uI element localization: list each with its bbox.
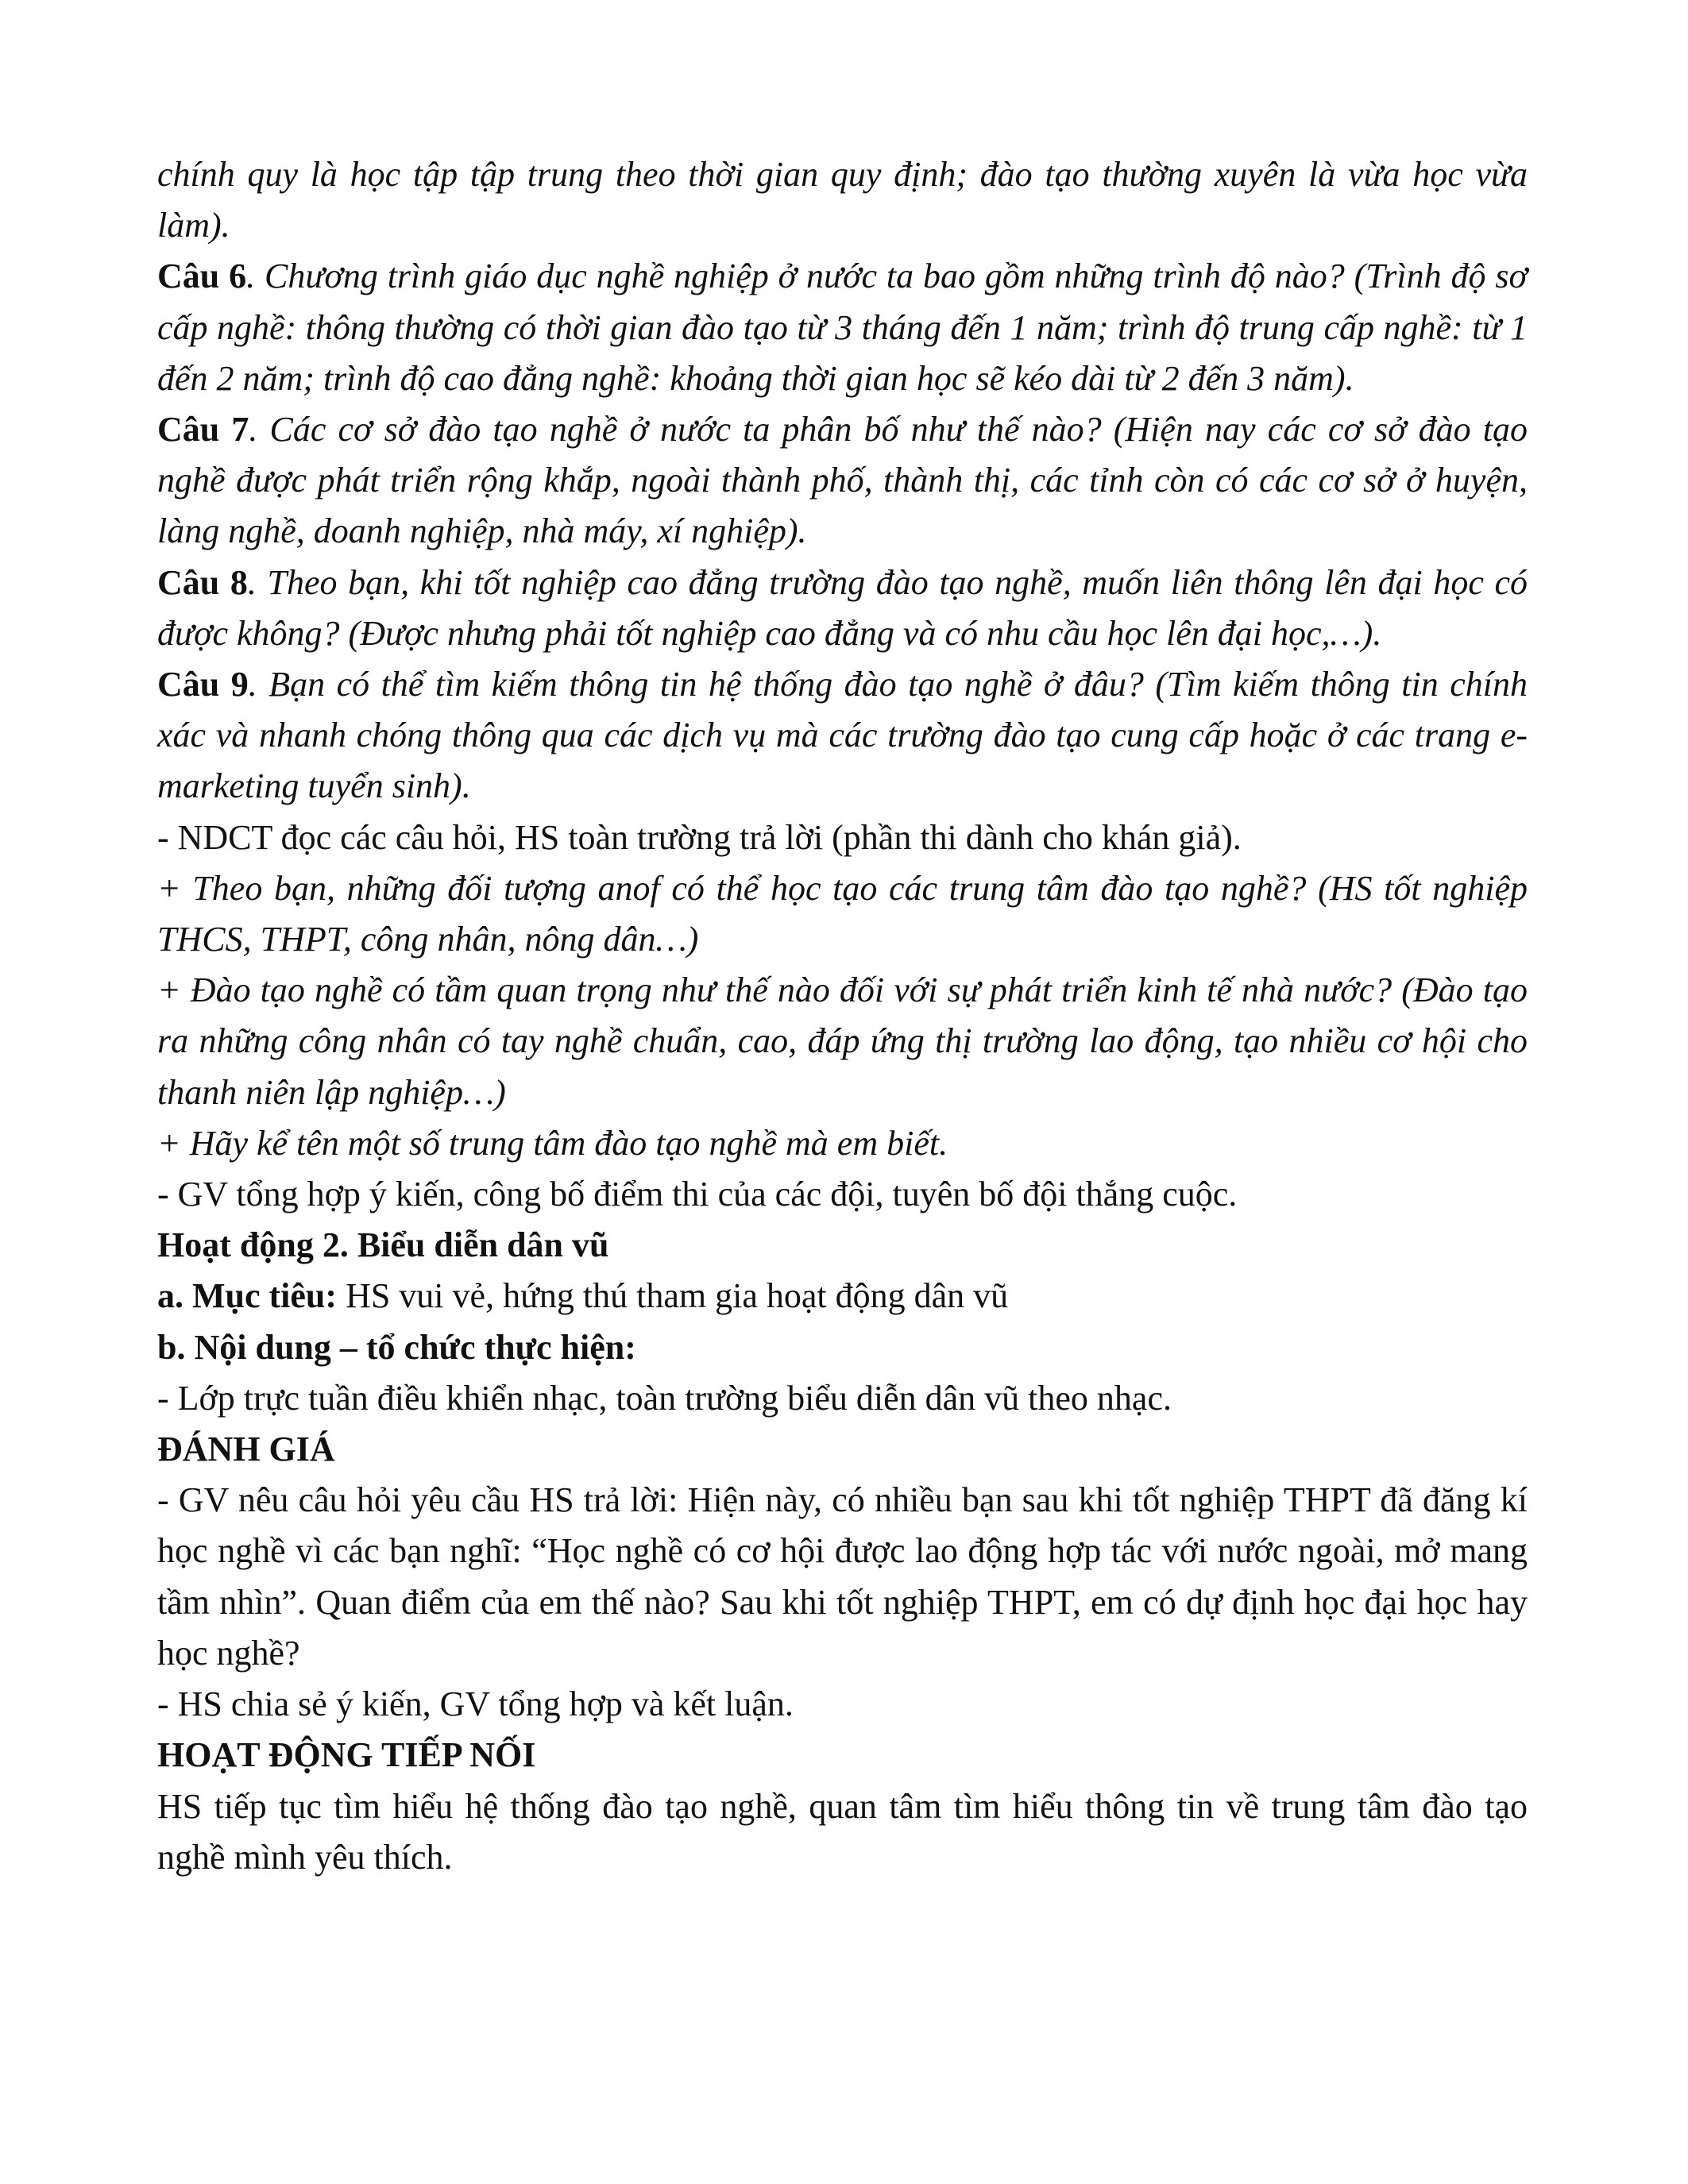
objective-line — [157, 1271, 1528, 1322]
objective-label: a. Mục tiêu: — [157, 1276, 338, 1316]
instruction-line: - GV tổng hợp ý kiến, công bố điểm thi của các đội, tuyên bố đội thắng cuộc. — [157, 1175, 1238, 1214]
audience-question: + Hãy kể tên một số trung tâm đào tạo nghề mà em biết. — [157, 1123, 948, 1163]
evaluation-heading: ĐÁNH GIÁ — [157, 1430, 335, 1469]
question-label: Câu 8 — [157, 562, 248, 602]
question-text: . Bạn có thể tìm kiếm thông tin hệ thống đào tạo nghề ở đâu? (Tìm kiếm thông tin chính xác và nhanh chóng thông qua các dịch vụ mà các trường đào tạo cung cấp hoặc ở các trang e-marketing tuyển sinh). — [157, 665, 1528, 806]
question-label: Câu 9 — [157, 665, 249, 704]
question-text: . Các cơ sở đào tạo nghề ở nước ta phân bố như thế nào? (Hiện nay các cơ sở đào tạo nghề được phát triển rộng khắp, ngoài thành phố, thành thị, các tỉnh còn có các cơ sở ở huyện, làng nghề, doanh nghiệp, nhà máy, xí nghiệp). — [157, 410, 1528, 551]
followup-paragraph: HS tiếp tục tìm hiểu hệ thống đào tạo nghề, quan tâm tìm hiểu thông tin về trung tâm đào tạo nghề mình yêu thích. — [157, 1786, 1528, 1877]
paragraph-continuation: chính quy là học tập tập trung theo thời gian quy định; đào tạo thường xuyên là vừa học vừa làm). — [157, 155, 1528, 245]
audience-question: + Đào tạo nghề có tầm quan trọng như thế nào đối với sự phát triển kinh tế nhà nước? (Đào tạo ra những công nhân có tay nghề chuẩn, cao, đáp ứng thị trường lao động, tạo nhiều cơ hội cho thanh niên lập nghiệp…) — [157, 970, 1528, 1112]
question-label: Câu 6 — [157, 257, 247, 296]
question-text: . Theo bạn, khi tốt nghiệp cao đẳng trường đào tạo nghề, muốn liên thông lên đại học có được không? (Được nhưng phải tốt nghiệp cao đẳng và có nhu cầu học lên đại học,…). — [157, 562, 1528, 653]
followup-heading: HOẠT ĐỘNG TIẾP NỐI — [157, 1735, 536, 1775]
document-page — [157, 149, 1528, 1883]
instruction-line: - HS chia sẻ ý kiến, GV tổng hợp và kết luận. — [157, 1684, 794, 1724]
evaluation-paragraph: - GV nêu câu hỏi yêu cầu HS trả lời: Hiện này, có nhiều bạn sau khi tốt nghiệp THPT đã đăng kí học nghề vì các bạn nghĩ: “Học nghề có cơ hội được lao động hợp tác với nước ngoài, mở mang tầm nhìn”. Quan điểm của em thế nào? Sau khi tốt nghiệp THPT, em có dự định học đại học hay học nghề? — [157, 1480, 1528, 1673]
content-heading: b. Nội dung – tổ chức thực hiện: — [157, 1327, 636, 1367]
instruction-line: - NDCT đọc các câu hỏi, HS toàn trường trả lời (phần thi dành cho khán giả). — [157, 817, 1242, 857]
question-label: Câu 7 — [157, 410, 249, 450]
audience-question: + Theo bạn, những đối tượng anof có thể học tạo các trung tâm đào tạo nghề? (HS tốt nghiệp THCS, THPT, công nhân, nông dân…) — [157, 868, 1528, 959]
question-text: . Chương trình giáo dục nghề nghiệp ở nước ta bao gồm những trình độ nào? (Trình độ sơ cấp nghề: thông thường có thời gian đào tạo từ 3 tháng đến 1 năm; trình độ trung cấp nghề: từ 1 đến 2 năm; trình độ cao đẳng nghề: khoảng thời gian học sẽ kéo dài từ 2 đến 3 năm). — [157, 257, 1528, 398]
question-9 — [157, 659, 1528, 812]
objective-text: HS vui vẻ, hứng thú tham gia hoạt động dân vũ — [337, 1276, 1009, 1316]
section-heading: Hoạt động 2. Biểu diễn dân vũ — [157, 1225, 609, 1265]
question-7 — [157, 404, 1528, 558]
question-6 — [157, 251, 1528, 404]
instruction-line: - Lớp trực tuần điều khiển nhạc, toàn trường biểu diễn dân vũ theo nhạc. — [157, 1378, 1172, 1418]
question-8 — [157, 558, 1528, 659]
